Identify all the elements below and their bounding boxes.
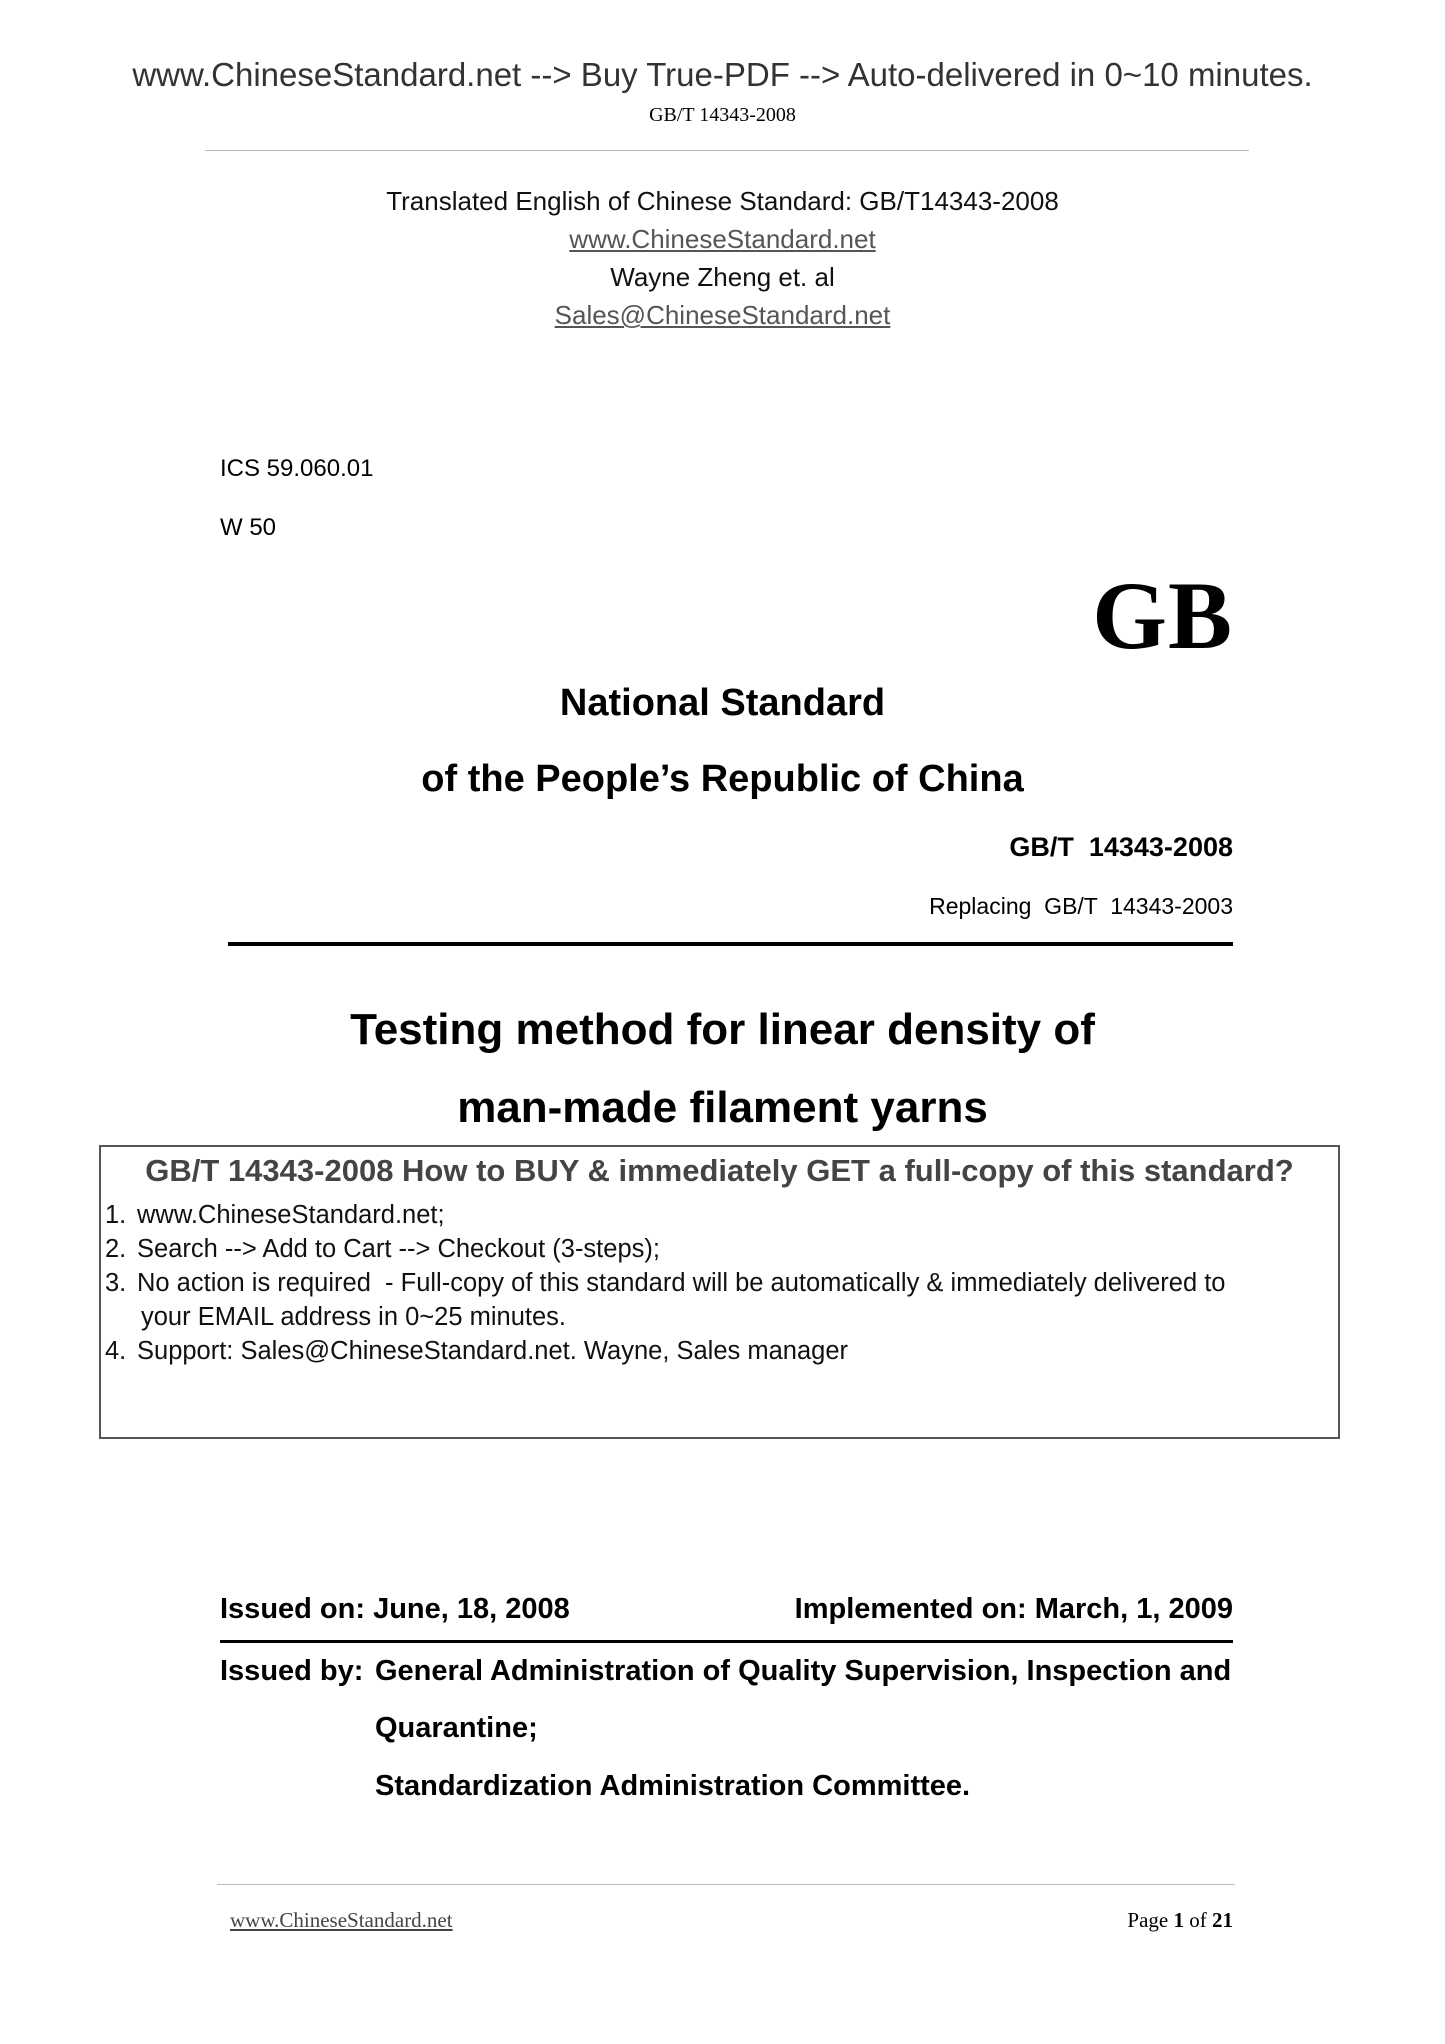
classification-code: W 50 xyxy=(220,514,277,541)
page-of: of xyxy=(1184,1908,1212,1932)
header-standard-code: GB/T 14343-2008 xyxy=(649,104,796,126)
implemented-on-date: Implemented on: March, 1, 2009 xyxy=(794,1593,1233,1625)
author-line: Wayne Zheng et. al xyxy=(610,262,835,292)
issuer-line1: General Administration of Quality Supervision, Inspection and xyxy=(375,1655,1232,1687)
purchase-step xyxy=(105,1198,1330,1232)
issued-on-date: Issued on: June, 18, 2008 xyxy=(220,1593,570,1625)
step-number: 2. xyxy=(105,1235,127,1263)
step-text: No action is required - Full-copy of this standard will be automatically & immediately delivered to xyxy=(137,1269,1226,1297)
email-link[interactable]: Sales@ChineseStandard.net xyxy=(554,300,891,330)
issuer-line2: Standardization Administration Committee. xyxy=(375,1770,971,1802)
page-total: 21 xyxy=(1212,1908,1233,1932)
purchase-step xyxy=(105,1334,1330,1368)
ics-code: ICS 59.060.01 xyxy=(220,455,374,482)
gb-mark: GB xyxy=(1092,562,1233,669)
purchase-step xyxy=(105,1266,1330,1300)
header-divider xyxy=(205,150,1249,151)
date-divider xyxy=(220,1640,1233,1643)
issued-by-label: Issued by: xyxy=(220,1655,364,1687)
replacing-standard: Replacing GB/T 14343-2003 xyxy=(929,893,1233,919)
email-link-line xyxy=(0,300,1445,331)
page-number: 1 xyxy=(1173,1908,1184,1932)
website-link[interactable]: www.ChineseStandard.net xyxy=(569,224,876,254)
document-title-line1: Testing method for linear density of xyxy=(350,1005,1095,1054)
issuer-line1-continued: Quarantine; xyxy=(375,1712,538,1744)
step-number: 4. xyxy=(105,1337,127,1365)
top-banner: www.ChineseStandard.net --> Buy True-PDF --> Auto-delivered in 0~10 minutes. xyxy=(132,56,1313,93)
national-standard-heading: National Standard xyxy=(559,682,886,724)
step-number: 1. xyxy=(105,1201,127,1229)
step-text: www.ChineseStandard.net; xyxy=(137,1201,445,1229)
standard-number: GB/T 14343-2008 xyxy=(1009,832,1233,862)
footer-divider xyxy=(217,1884,1235,1885)
step-number: 3. xyxy=(105,1269,127,1297)
page-prefix: Page xyxy=(1127,1908,1174,1932)
purchase-info-box xyxy=(99,1145,1340,1439)
footer-website-link[interactable]: www.ChineseStandard.net xyxy=(230,1908,453,1932)
website-link-line xyxy=(0,224,1445,255)
translation-line: Translated English of Chinese Standard: GB/T14343-2008 xyxy=(386,186,1059,216)
purchase-heading: GB/T 14343-2008 How to BUY & immediately GET a full-copy of this standard? xyxy=(145,1153,1294,1188)
document-title-line2: man-made filament yarns xyxy=(457,1083,988,1132)
purchase-step-continued: your EMAIL address in 0~25 minutes. xyxy=(141,1303,566,1331)
page-indicator xyxy=(1127,1908,1233,1933)
step-text: Search --> Add to Cart --> Checkout (3-steps); xyxy=(137,1235,660,1263)
heading-divider xyxy=(228,942,1233,946)
purchase-step xyxy=(105,1232,1330,1266)
step-text: Support: Sales@ChineseStandard.net. Wayne, Sales manager xyxy=(137,1337,849,1365)
country-heading: of the People’s Republic of China xyxy=(421,758,1024,800)
